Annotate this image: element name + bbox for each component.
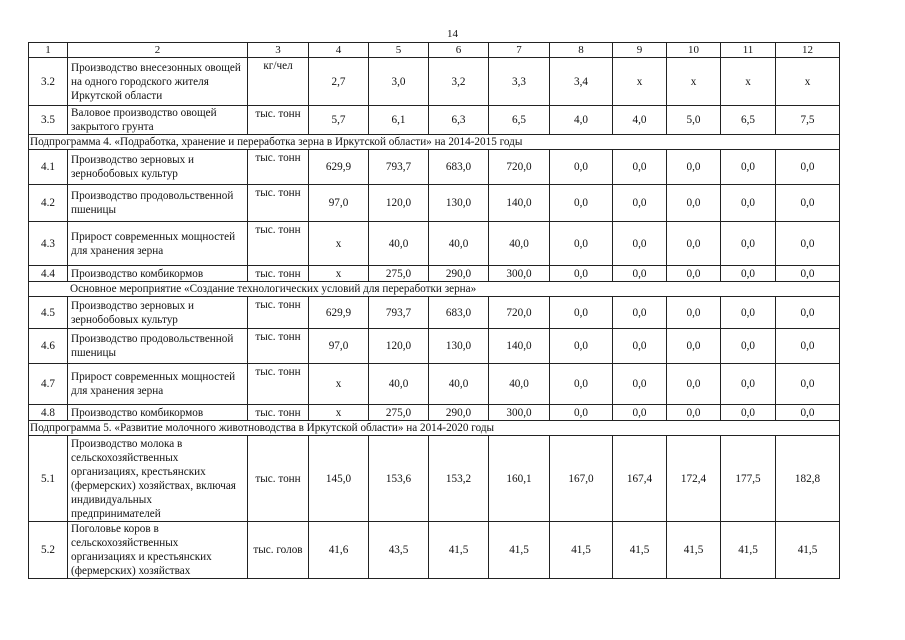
value-cell: х bbox=[667, 58, 721, 106]
header-cell: 3 bbox=[248, 43, 309, 58]
value-cell: 140,0 bbox=[489, 185, 550, 222]
header-cell: 11 bbox=[721, 43, 776, 58]
value-cell: 5,7 bbox=[309, 106, 369, 135]
indicator-name: Производство зерновых и зернобобовых культур bbox=[68, 297, 248, 329]
unit-cell: тыс. тонн bbox=[248, 106, 309, 135]
table-row bbox=[29, 522, 840, 579]
value-cell: 0,0 bbox=[721, 329, 776, 364]
table-row bbox=[29, 364, 840, 405]
value-cell: 793,7 bbox=[369, 150, 429, 185]
value-cell: 0,0 bbox=[613, 329, 667, 364]
value-cell: 0,0 bbox=[667, 405, 721, 421]
value-cell: 0,0 bbox=[667, 297, 721, 329]
value-cell: 120,0 bbox=[369, 185, 429, 222]
value-cell: 0,0 bbox=[776, 185, 840, 222]
value-cell: 0,0 bbox=[667, 185, 721, 222]
value-cell: 0,0 bbox=[550, 150, 613, 185]
unit-cell: тыс. тонн bbox=[248, 329, 309, 364]
value-cell: 40,0 bbox=[489, 364, 550, 405]
header-cell: 10 bbox=[667, 43, 721, 58]
indicator-name: Поголовье коров в сельскохозяйственных организациях и крестьянских (фермерских) хозяйствах bbox=[68, 522, 248, 579]
table-row bbox=[29, 329, 840, 364]
table-row bbox=[29, 436, 840, 522]
value-cell: 683,0 bbox=[429, 150, 489, 185]
value-cell: 0,0 bbox=[550, 364, 613, 405]
value-cell: 0,0 bbox=[721, 364, 776, 405]
row-number: 4.4 bbox=[29, 266, 68, 282]
row-number: 4.7 bbox=[29, 364, 68, 405]
indicator-name: Производство комбикормов bbox=[68, 266, 248, 282]
unit-cell: тыс. голов bbox=[248, 522, 309, 579]
unit-cell: тыс. тонн bbox=[248, 364, 309, 405]
value-cell: х bbox=[309, 405, 369, 421]
indicator-name: Производство молока в сельскохозяйственных организациях, крестьянских (фермерских) хозяйствах, включая индивидуальных предпринимателей bbox=[68, 436, 248, 522]
header-row bbox=[29, 43, 840, 58]
row-number: 4.6 bbox=[29, 329, 68, 364]
value-cell: 167,0 bbox=[550, 436, 613, 522]
table-row bbox=[29, 266, 840, 282]
value-cell: х bbox=[721, 58, 776, 106]
value-cell: 6,1 bbox=[369, 106, 429, 135]
unit-cell: тыс. тонн bbox=[248, 266, 309, 282]
row-number: 4.3 bbox=[29, 222, 68, 266]
value-cell: 5,0 bbox=[667, 106, 721, 135]
value-cell: 41,5 bbox=[667, 522, 721, 579]
indicator-name: Производство продовольственной пшеницы bbox=[68, 185, 248, 222]
value-cell: 41,5 bbox=[721, 522, 776, 579]
table-row bbox=[29, 106, 840, 135]
value-cell: 290,0 bbox=[429, 405, 489, 421]
indicators-table bbox=[28, 42, 840, 579]
value-cell: 0,0 bbox=[776, 329, 840, 364]
indicator-name: Производство внесезонных овощей на одного городского жителя Иркутской области bbox=[68, 58, 248, 106]
section-row bbox=[29, 421, 840, 436]
value-cell: 40,0 bbox=[369, 222, 429, 266]
section-row bbox=[29, 135, 840, 150]
value-cell: 0,0 bbox=[721, 185, 776, 222]
value-cell: х bbox=[776, 58, 840, 106]
value-cell: 0,0 bbox=[721, 405, 776, 421]
value-cell: 3,0 bbox=[369, 58, 429, 106]
indicator-name: Производство продовольственной пшеницы bbox=[68, 329, 248, 364]
value-cell: х bbox=[309, 266, 369, 282]
row-number: 4.8 bbox=[29, 405, 68, 421]
unit-cell: тыс. тонн bbox=[248, 297, 309, 329]
table-row bbox=[29, 222, 840, 266]
value-cell: 0,0 bbox=[667, 266, 721, 282]
value-cell: 0,0 bbox=[613, 150, 667, 185]
indicator-name: Прирост современных мощностей для хранения зерна bbox=[68, 364, 248, 405]
unit-cell: тыс. тонн bbox=[248, 185, 309, 222]
value-cell: 0,0 bbox=[776, 150, 840, 185]
value-cell: 275,0 bbox=[369, 405, 429, 421]
value-cell: 120,0 bbox=[369, 329, 429, 364]
value-cell: 629,9 bbox=[309, 297, 369, 329]
value-cell: 683,0 bbox=[429, 297, 489, 329]
value-cell: 0,0 bbox=[667, 150, 721, 185]
value-cell: 0,0 bbox=[613, 266, 667, 282]
value-cell: х bbox=[309, 222, 369, 266]
row-number: 3.5 bbox=[29, 106, 68, 135]
table-row bbox=[29, 150, 840, 185]
value-cell: 0,0 bbox=[721, 150, 776, 185]
value-cell: 6,3 bbox=[429, 106, 489, 135]
value-cell: 0,0 bbox=[667, 364, 721, 405]
value-cell: 97,0 bbox=[309, 329, 369, 364]
value-cell: 3,2 bbox=[429, 58, 489, 106]
value-cell: 130,0 bbox=[429, 185, 489, 222]
value-cell: 0,0 bbox=[667, 329, 721, 364]
value-cell: 0,0 bbox=[550, 405, 613, 421]
value-cell: 0,0 bbox=[776, 222, 840, 266]
value-cell: 167,4 bbox=[613, 436, 667, 522]
header-cell: 9 bbox=[613, 43, 667, 58]
indicator-name: Валовое производство овощей закрытого грунта bbox=[68, 106, 248, 135]
value-cell: 41,5 bbox=[489, 522, 550, 579]
value-cell: 275,0 bbox=[369, 266, 429, 282]
indicator-name: Производство зерновых и зернобобовых культур bbox=[68, 150, 248, 185]
header-cell: 7 bbox=[489, 43, 550, 58]
value-cell: 300,0 bbox=[489, 405, 550, 421]
value-cell: 0,0 bbox=[550, 222, 613, 266]
unit-cell: тыс. тонн bbox=[248, 222, 309, 266]
value-cell: 0,0 bbox=[550, 266, 613, 282]
table-row bbox=[29, 297, 840, 329]
unit-cell: тыс. тонн bbox=[248, 436, 309, 522]
value-cell: х bbox=[613, 58, 667, 106]
value-cell: 40,0 bbox=[429, 222, 489, 266]
value-cell: 41,5 bbox=[429, 522, 489, 579]
value-cell: 290,0 bbox=[429, 266, 489, 282]
value-cell: 0,0 bbox=[613, 405, 667, 421]
indicator-name: Прирост современных мощностей для хранения зерна bbox=[68, 222, 248, 266]
value-cell: 629,9 bbox=[309, 150, 369, 185]
page-number: 14 bbox=[447, 28, 458, 40]
value-cell: 40,0 bbox=[369, 364, 429, 405]
value-cell: 720,0 bbox=[489, 150, 550, 185]
header-cell: 4 bbox=[309, 43, 369, 58]
table-row bbox=[29, 185, 840, 222]
header-cell: 5 bbox=[369, 43, 429, 58]
unit-cell: тыс. тонн bbox=[248, 150, 309, 185]
header-cell: 12 bbox=[776, 43, 840, 58]
unit-cell: тыс. тонн bbox=[248, 405, 309, 421]
value-cell: 0,0 bbox=[776, 266, 840, 282]
value-cell: 43,5 bbox=[369, 522, 429, 579]
value-cell: х bbox=[309, 364, 369, 405]
value-cell: 177,5 bbox=[721, 436, 776, 522]
value-cell: 6,5 bbox=[489, 106, 550, 135]
value-cell: 0,0 bbox=[613, 297, 667, 329]
row-number: 4.1 bbox=[29, 150, 68, 185]
value-cell: 0,0 bbox=[721, 266, 776, 282]
table-row bbox=[29, 58, 840, 106]
value-cell: 0,0 bbox=[667, 222, 721, 266]
value-cell: 145,0 bbox=[309, 436, 369, 522]
row-number: 4.2 bbox=[29, 185, 68, 222]
section-title: Подпрограмма 4. «Подработка, хранение и переработка зерна в Иркутской области» на 2014-2015 годы bbox=[29, 135, 840, 150]
header-cell: 2 bbox=[68, 43, 248, 58]
value-cell: 97,0 bbox=[309, 185, 369, 222]
value-cell: 182,8 bbox=[776, 436, 840, 522]
section-title: Основное мероприятие «Создание технологических условий для переработки зерна» bbox=[29, 282, 840, 297]
value-cell: 0,0 bbox=[721, 297, 776, 329]
value-cell: 160,1 bbox=[489, 436, 550, 522]
value-cell: 2,7 bbox=[309, 58, 369, 106]
value-cell: 0,0 bbox=[550, 329, 613, 364]
table-row bbox=[29, 405, 840, 421]
value-cell: 41,5 bbox=[776, 522, 840, 579]
value-cell: 4,0 bbox=[550, 106, 613, 135]
row-number: 4.5 bbox=[29, 297, 68, 329]
row-number: 3.2 bbox=[29, 58, 68, 106]
value-cell: 0,0 bbox=[550, 185, 613, 222]
value-cell: 41,6 bbox=[309, 522, 369, 579]
value-cell: 0,0 bbox=[776, 297, 840, 329]
value-cell: 300,0 bbox=[489, 266, 550, 282]
value-cell: 140,0 bbox=[489, 329, 550, 364]
section-row bbox=[29, 282, 840, 297]
header-cell: 1 bbox=[29, 43, 68, 58]
value-cell: 40,0 bbox=[489, 222, 550, 266]
value-cell: 0,0 bbox=[613, 185, 667, 222]
indicator-name: Производство комбикормов bbox=[68, 405, 248, 421]
value-cell: 4,0 bbox=[613, 106, 667, 135]
value-cell: 153,2 bbox=[429, 436, 489, 522]
value-cell: 172,4 bbox=[667, 436, 721, 522]
value-cell: 41,5 bbox=[613, 522, 667, 579]
value-cell: 153,6 bbox=[369, 436, 429, 522]
value-cell: 3,4 bbox=[550, 58, 613, 106]
header-cell: 8 bbox=[550, 43, 613, 58]
value-cell: 0,0 bbox=[776, 405, 840, 421]
section-title: Подпрограмма 5. «Развитие молочного животноводства в Иркутской области» на 2014-2020 годы bbox=[29, 421, 840, 436]
row-number: 5.2 bbox=[29, 522, 68, 579]
value-cell: 6,5 bbox=[721, 106, 776, 135]
row-number: 5.1 bbox=[29, 436, 68, 522]
header-cell: 6 bbox=[429, 43, 489, 58]
value-cell: 3,3 bbox=[489, 58, 550, 106]
value-cell: 0,0 bbox=[776, 364, 840, 405]
unit-cell: кг/чел bbox=[248, 58, 309, 106]
value-cell: 0,0 bbox=[613, 222, 667, 266]
value-cell: 793,7 bbox=[369, 297, 429, 329]
value-cell: 0,0 bbox=[613, 364, 667, 405]
value-cell: 130,0 bbox=[429, 329, 489, 364]
value-cell: 720,0 bbox=[489, 297, 550, 329]
value-cell: 0,0 bbox=[550, 297, 613, 329]
value-cell: 41,5 bbox=[550, 522, 613, 579]
value-cell: 0,0 bbox=[721, 222, 776, 266]
value-cell: 40,0 bbox=[429, 364, 489, 405]
value-cell: 7,5 bbox=[776, 106, 840, 135]
